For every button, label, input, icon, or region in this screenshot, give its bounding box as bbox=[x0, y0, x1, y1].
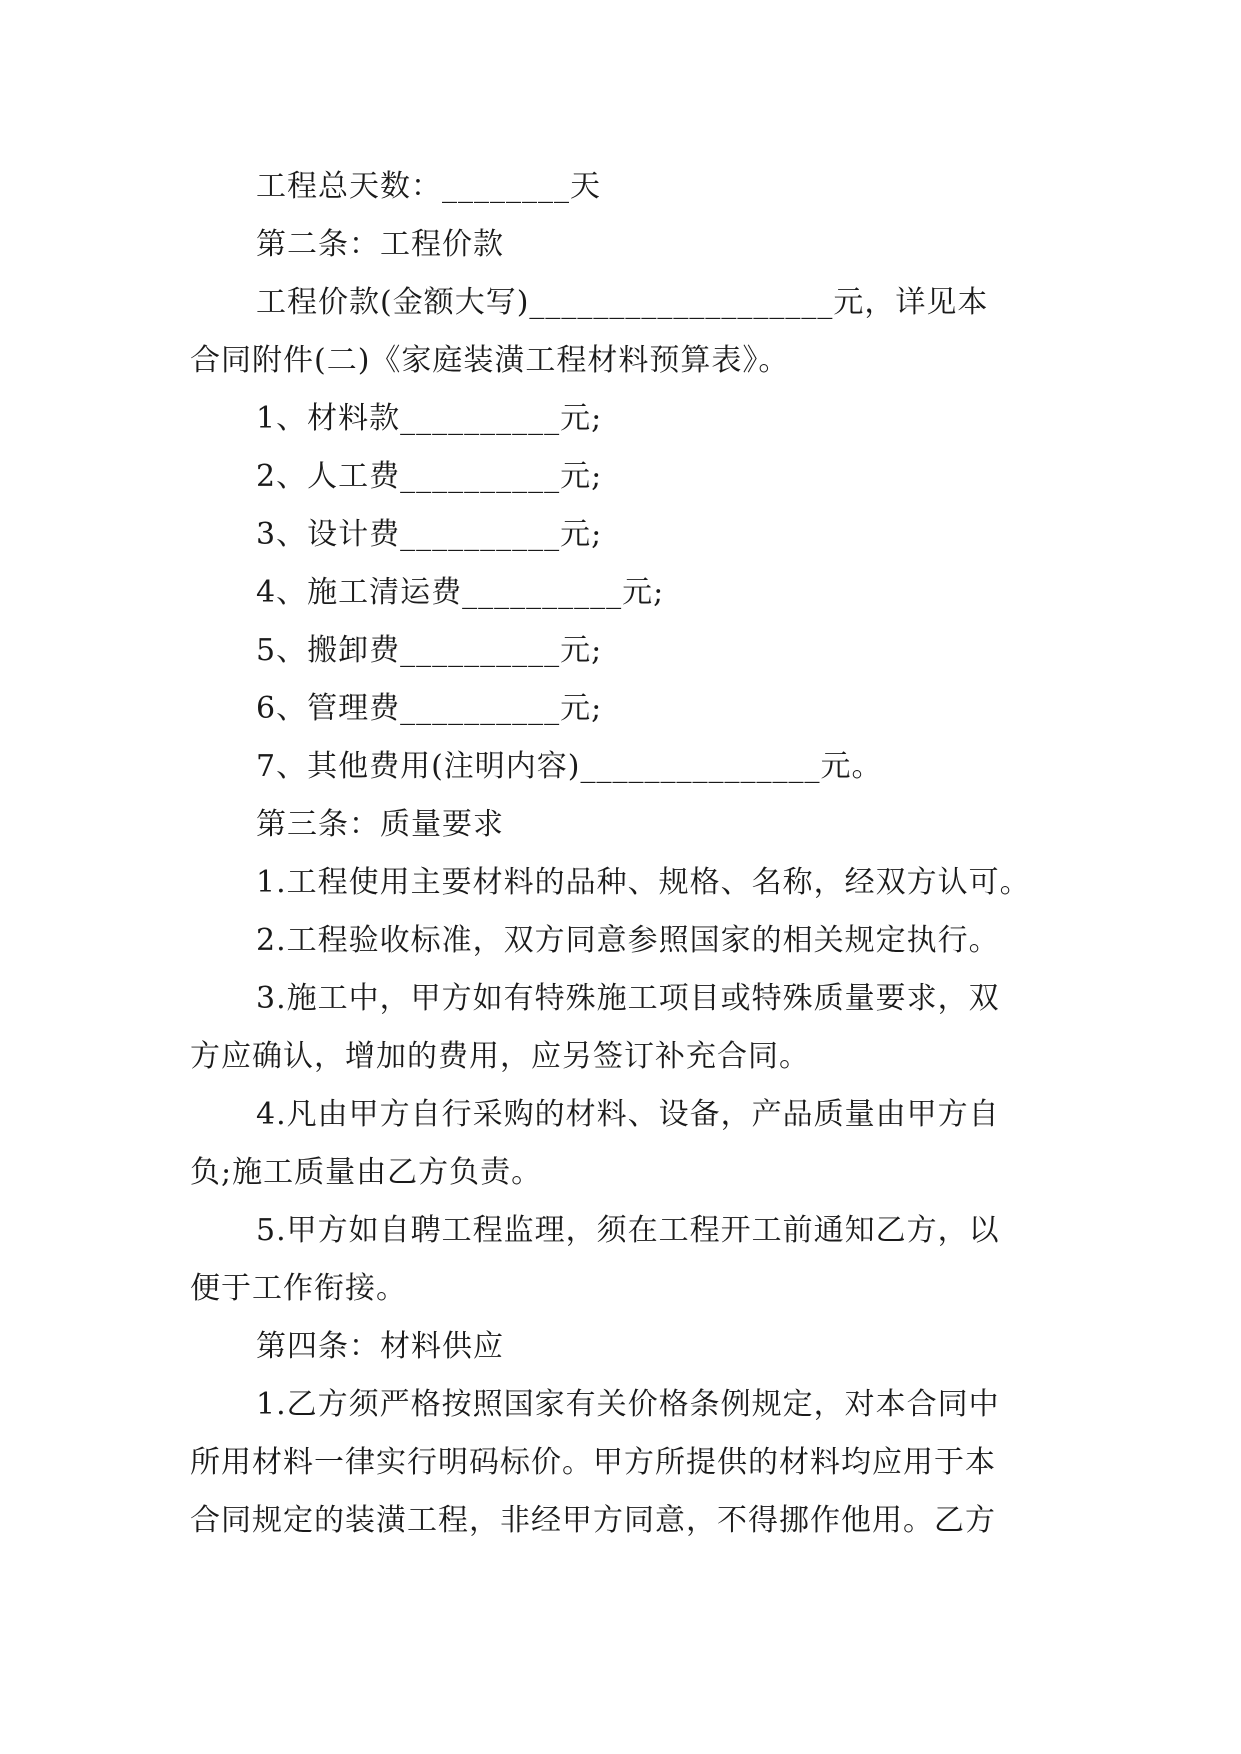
total-days-line: 工程总天数：________天 bbox=[256, 169, 601, 204]
material-cost-line: 1、材料款__________元; bbox=[256, 401, 603, 436]
cleanup-cost-line: 4、施工清运费__________元; bbox=[256, 575, 665, 610]
quality-item-2: 2.工程验收标准，双方同意参照国家的相关规定执行。 bbox=[256, 923, 1000, 958]
supply-item-1-cont-2: 合同规定的装潢工程，非经甲方同意，不得挪作他用。乙方 bbox=[190, 1503, 996, 1538]
handling-cost-line: 5、搬卸费__________元; bbox=[256, 633, 603, 668]
management-cost-line: 6、管理费__________元; bbox=[256, 691, 603, 726]
quality-item-4: 4.凡由甲方自行采购的材料、设备，产品质量由甲方自 bbox=[256, 1097, 1000, 1132]
quality-item-3: 3.施工中，甲方如有特殊施工项目或特殊质量要求，双 bbox=[256, 981, 1000, 1016]
project-price-line: 工程价款(金额大写)___________________元，详见本 bbox=[256, 285, 989, 320]
other-cost-line: 7、其他费用(注明内容)_______________元。 bbox=[256, 749, 883, 784]
document-body bbox=[190, 158, 1070, 1550]
quality-item-5: 5.甲方如自聘工程监理，须在工程开工前通知乙方，以 bbox=[256, 1213, 1000, 1248]
article-4-heading: 第四条：材料供应 bbox=[256, 1329, 504, 1364]
article-2-heading: 第二条：工程价款 bbox=[256, 227, 504, 262]
quality-item-4-cont: 负;施工质量由乙方负责。 bbox=[190, 1155, 543, 1190]
quality-item-3-cont: 方应确认，增加的费用，应另签订补充合同。 bbox=[190, 1039, 810, 1074]
project-price-line-cont: 合同附件(二)《家庭装潢工程材料预算表》。 bbox=[190, 343, 790, 378]
supply-item-1: 1.乙方须严格按照国家有关价格条例规定，对本合同中 bbox=[256, 1387, 1000, 1422]
design-cost-line: 3、设计费__________元; bbox=[256, 517, 603, 552]
quality-item-1: 1.工程使用主要材料的品种、规格、名称，经双方认可。 bbox=[256, 865, 1031, 900]
labor-cost-line: 2、人工费__________元; bbox=[256, 459, 603, 494]
supply-item-1-cont: 所用材料一律实行明码标价。甲方所提供的材料均应用于本 bbox=[190, 1445, 996, 1480]
article-3-heading: 第三条：质量要求 bbox=[256, 807, 504, 842]
quality-item-5-cont: 便于工作衔接。 bbox=[190, 1271, 407, 1306]
